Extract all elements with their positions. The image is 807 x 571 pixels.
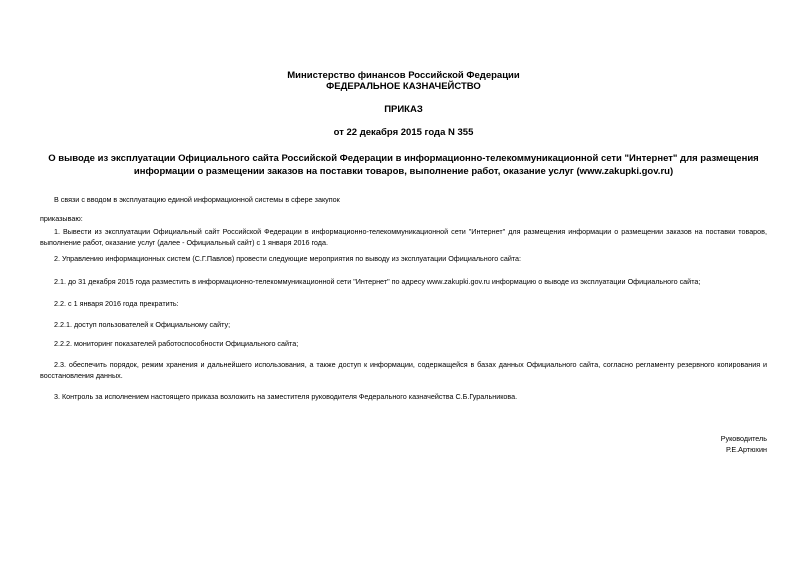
item-2-2: 2.2. с 1 января 2016 года прекратить: [54,299,179,308]
document-title: О выводе из эксплуатации Официального сайта Российской Федерации в информационно-телекоммуникационной сети "Интернет" для размещения информации о размещении заказов на поставки товаров, выполнение работ, оказание услуг (www.zakupki.gov.ru) [48,153,759,177]
item-2: 2. Управлению информационных систем (С.Г.Павлов) провести следующие мероприятия по выводу из эксплуатации Официального сайта: [54,254,522,263]
ministry-name: Министерство финансов Российской Федерации [287,70,520,81]
treasury-name: ФЕДЕРАЛЬНОЕ КАЗНАЧЕЙСТВО [326,81,481,92]
item-3: 3. Контроль за исполнением настоящего приказа возложить на заместителя руководителя Федерального казначейства С.Б.Гуральникова. [54,392,518,401]
order-word: приказываю: [40,214,83,223]
item-2-3: 2.3. обеспечить порядок, режим хранения и дальнейшего использования, а также доступ к информации, содержащейся в базах данных Официального сайта, согласно регламенту резервного копирования и восстановления данных. [40,360,767,380]
document-type: ПРИКАЗ [384,104,423,115]
signature-name: Р.Е.Артюхин [725,445,767,454]
item-2-2-1: 2.2.1. доступ пользователей к Официальному сайту; [54,320,231,329]
item-1: 1. Вывести из эксплуатации Официальный сайт Российской Федерации в информационно-телекоммуникационной сети "Интернет" для размещения информации о размещении заказов на поставки товаров, выполнение работ, оказание услуг (далее - Официальный сайт) с 1 января 2016 года. [40,227,767,247]
signature-position: Руководитель [720,434,767,443]
item-2-2-2: 2.2.2. мониторинг показателей работоспособности Официального сайта; [54,339,299,348]
intro-paragraph: В связи с вводом в эксплуатацию единой информационной системы в сфере закупок [54,195,340,204]
document-date: от 22 декабря 2015 года N 355 [333,127,474,138]
item-2-1: 2.1. до 31 декабря 2015 года разместить в информационно-телекоммуникационной сети "Интернет" по адресу www.zakupki.gov.ru информацию о выводе из эксплуатации Официального сайта; [54,277,701,286]
